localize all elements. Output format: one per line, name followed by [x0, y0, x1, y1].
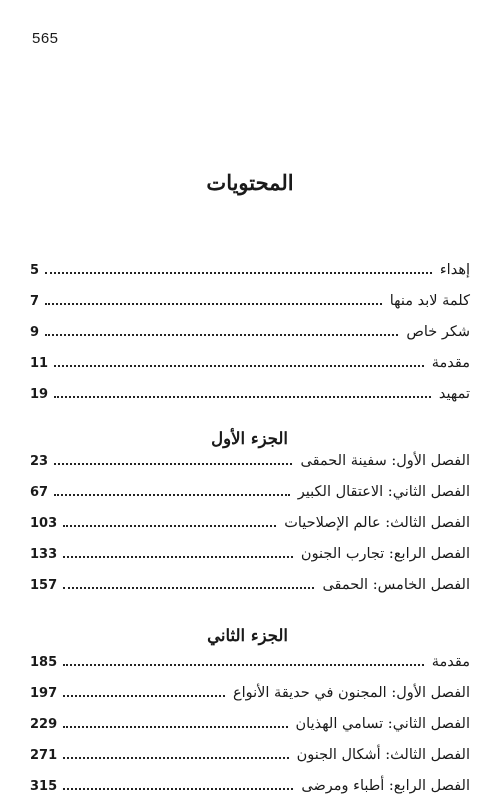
toc-entry [30, 747, 470, 778]
dot-leader [63, 695, 225, 697]
toc-entry [30, 355, 470, 386]
toc-entry [30, 386, 470, 417]
toc-entry [30, 685, 470, 716]
dot-leader [45, 334, 398, 336]
toc-entry [30, 778, 470, 809]
toc-entry [30, 546, 470, 577]
front-matter-list [30, 262, 470, 417]
toc-entry [30, 515, 470, 546]
toc-entry-label: الفصل الثالث: عالم الإصلاحيات [284, 515, 470, 531]
toc-entry-page: 133 [30, 547, 58, 562]
toc-entry [30, 324, 470, 355]
toc-entry-page: 5 [30, 263, 40, 278]
toc-entry [30, 716, 470, 747]
toc-entry-label: الفصل الرابع: أطباء ومرضى [301, 778, 470, 794]
toc-entry-label: مقدمة [431, 654, 470, 670]
toc-entry-page: 103 [30, 516, 58, 531]
dot-leader [54, 463, 292, 465]
dot-leader [63, 556, 293, 558]
dot-leader [54, 494, 290, 496]
toc-entry-label: الفصل الثاني: تسامي الهذيان [295, 716, 470, 732]
toc-entry-page: 271 [30, 748, 58, 763]
toc-entry-page: 11 [30, 356, 49, 371]
toc-entry-label: الفصل الثاني: الاعتقال الكبير [297, 484, 470, 500]
toc-entry-label: تمهيد [438, 386, 470, 402]
part-one-list [30, 453, 470, 608]
dot-leader [63, 726, 287, 728]
table-of-contents [30, 262, 470, 809]
dot-leader [54, 365, 424, 367]
toc-entry-label: الفصل الثالث: أشكال الجنون [296, 747, 470, 763]
dot-leader [63, 664, 424, 666]
toc-entry-label: الفصل الخامس: الحمقى [322, 577, 470, 593]
toc-entry-label: الفصل الأول: سفينة الحمقى [300, 453, 470, 469]
dot-leader [63, 587, 314, 589]
part-two-heading: الجزء الثاني [207, 626, 288, 645]
toc-entry-label: الفصل الأول: المجنون في حديقة الأنواع [232, 685, 470, 701]
toc-entry [30, 262, 470, 293]
toc-entry-page: 23 [30, 454, 49, 469]
toc-entry-page: 7 [30, 294, 40, 309]
toc-entry-label: كلمة لابد منها [389, 293, 470, 309]
dot-leader [63, 788, 293, 790]
toc-entry [30, 577, 470, 608]
toc-entry [30, 654, 470, 685]
toc-entry-page: 9 [30, 325, 40, 340]
page-number: 565 [32, 30, 59, 47]
toc-entry-label: شكر خاص [406, 324, 470, 340]
toc-entry-label: إهداء [439, 262, 470, 278]
toc-entry [30, 293, 470, 324]
part-two-list [30, 654, 470, 809]
dot-leader [54, 396, 431, 398]
dot-leader [63, 757, 288, 759]
toc-entry [30, 453, 470, 484]
toc-entry-page: 197 [30, 686, 58, 701]
toc-entry-page: 19 [30, 387, 49, 402]
toc-entry-page: 185 [30, 655, 58, 670]
toc-entry-page: 229 [30, 717, 58, 732]
dot-leader [63, 525, 276, 527]
toc-entry-label: الفصل الرابع: تجارب الجنون [300, 546, 470, 562]
toc-entry-page: 157 [30, 578, 58, 593]
toc-entry-page: 315 [30, 779, 58, 794]
dot-leader [45, 303, 382, 305]
toc-entry-label: مقدمة [431, 355, 470, 371]
toc-entry-page: 67 [30, 485, 49, 500]
toc-entry [30, 484, 470, 515]
page-title: المحتويات [206, 170, 294, 195]
part-one-heading: الجزء الأول [211, 429, 288, 448]
dot-leader [45, 272, 432, 274]
